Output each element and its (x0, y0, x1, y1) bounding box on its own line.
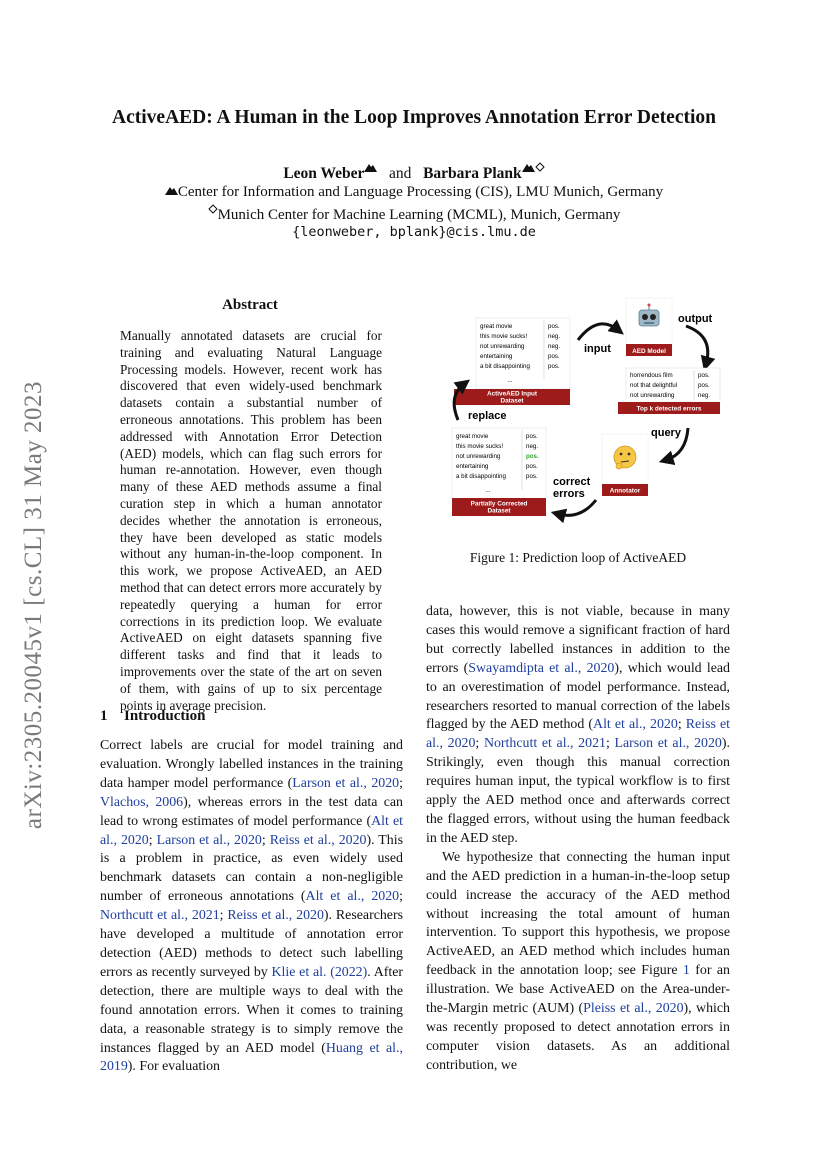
output-arrow-label: output (678, 313, 713, 325)
arxiv-identifier-text: arXiv:2305.20045v1 [cs.CL] 31 May 2023 (20, 380, 47, 830)
citation-link[interactable]: Alt et al., 2020 (100, 813, 403, 848)
mountain-icon (522, 162, 535, 172)
paragraph-text: ; (399, 775, 403, 791)
affiliation-2-text: Munich Center for Machine Learning (MCML), Munich, Germany (217, 207, 621, 223)
citation-link[interactable]: 1 (682, 963, 690, 979)
table-cell-text: not unrewarding (480, 343, 525, 350)
input-dataset-label-2: Dataset (500, 397, 524, 405)
intro-paragraph-2 (426, 603, 730, 849)
abstract-text: Manually annotated datasets are crucial for training and evaluating Natural Language Processing models. However, recent work has discovered that even widely-used benchmark datasets contain a substantial number of erroneous annotations. This problem has been addressed with Annotation Error Detection (AED) models, which can flag such errors for human re-annotation. However, even though many of these AED methods assume a final curation step in which a human annotator decides whether the annotation is erroneous, they have been developed as static models without any human-in-the-loop component. In this work, we propose ActiveAED, an AED method that can detect errors more accurately by repeatedly querying a human for error corrections in its prediction loop. We evaluate ActiveAED on eight datasets spanning five different tasks and find that it leads to improvements over the state of the art on seven of them, with gains of up to six percentage points in average precision. (120, 328, 382, 713)
citation-link[interactable]: Vlachos, 2006 (100, 794, 184, 810)
top-k-label: Top k detected errors (636, 405, 702, 413)
input-ellipsis: ... (507, 378, 513, 384)
abstract-heading: Abstract (222, 297, 278, 313)
paragraph-text: ; (399, 889, 403, 905)
table-cell-label: pos. (526, 453, 539, 460)
table-cell-label: neg. (526, 443, 539, 450)
paragraph-text: ; (261, 832, 270, 848)
citation-link[interactable]: Larson et al., 2020 (292, 775, 400, 791)
table-cell-text: entertaining (456, 463, 489, 470)
affiliation-2 (0, 204, 828, 224)
paragraph-text: ; (677, 717, 686, 733)
arxiv-identifier (14, 355, 54, 855)
table-cell-label: neg. (698, 392, 711, 399)
input-dataset-table (454, 318, 570, 405)
intro-paragraph-3 (426, 849, 730, 1076)
citation-link[interactable]: Alt et al., 2020 (305, 889, 400, 905)
author-separator: and (389, 165, 412, 182)
input-dataset-label-1: ActiveAED Input (486, 390, 538, 398)
diamond-icon (208, 204, 218, 214)
affiliation-1-text: Center for Information and Language Processing (CIS), LMU Munich, Germany (177, 184, 664, 200)
citation-link[interactable]: Larson et al., 2020 (614, 736, 722, 752)
table-cell-text: a bit disappointing (456, 473, 506, 480)
annotator-label: Annotator (609, 487, 641, 495)
paragraph-text: ; (219, 908, 228, 924)
paragraph-text: . After detection, there are multiple ways to deal with the found annotation errors. When it comes to training data, a reasonable strategy is to simply remove the instances flagged by an AED model ( (100, 964, 403, 1056)
author-1: Leon Weber (283, 165, 365, 182)
query-arrow-label: query (651, 427, 681, 439)
paragraph-text: ). Researchers have developed a multitude of annotation error detection (AED) methods to detect such labelling errors as recently surveyed by (100, 908, 403, 980)
citation-link[interactable]: Pleiss et al., 2020 (583, 1001, 684, 1017)
table-cell-label: pos. (698, 372, 710, 379)
table-cell-label: pos. (526, 463, 538, 470)
figure-caption: Figure 1: Prediction loop of ActiveAED (469, 550, 687, 565)
table-cell-label: neg. (548, 343, 561, 350)
table-cell-text: horrendous film (630, 372, 673, 379)
correct-errors-arrow (558, 500, 596, 515)
paragraph-text: ). This is a problem in practice, as even widely used benchmark datasets can contain a non-negligible number of erroneous annotations ( (100, 832, 403, 905)
table-cell-text: a bit disappointing (480, 363, 530, 370)
corrected-label-1: Partially Corrected (470, 500, 528, 508)
paragraph-text: We hypothesize that connecting the human input and the AED prediction in a human-in-the-loop setup could increase the accuracy of the AED method without increasing the total amount of human intervention. To support this hypothesis, we propose ActiveAED, an AED method which includes human feedback in the annotation loop; see Figure (426, 849, 730, 979)
aed-model-label: AED Model (632, 348, 666, 355)
table-cell-label: pos. (548, 363, 560, 370)
table-cell-text: not that delightful (630, 382, 678, 389)
paragraph-text: ; (605, 736, 615, 752)
author-email: {leonweber, bplank}@cis.lmu.de (292, 224, 536, 240)
table-cell-label: pos. (548, 323, 560, 330)
paragraph-text: ). Strikingly, even though this manual correction requires human input, the typical workflow is to first apply the AED method once and afterwards correct the flagged errors, without using the human feedback in the AED step. (426, 736, 730, 846)
citation-link[interactable]: Huang et al., 2019 (100, 1040, 403, 1075)
paragraph-text: ). For evaluation (127, 1059, 220, 1075)
paragraph-text: for an illustration. We base ActiveAED on the Area-under-the-Margin metric (AUM) ( (426, 963, 730, 1017)
mountain-icon (165, 185, 178, 195)
table-cell-label: pos. (526, 473, 538, 480)
aed-model-box (626, 298, 672, 356)
corrected-dataset-table (452, 428, 546, 516)
input-arrow-label: input (584, 343, 611, 355)
table-cell-text: not unrewarding (630, 392, 675, 399)
correct-errors-label-2: errors (553, 488, 585, 500)
output-arrow (686, 326, 708, 364)
figure-1-diagram (440, 292, 730, 524)
affiliation-1 (0, 184, 828, 201)
citation-link[interactable]: Klie et al. (2022) (271, 964, 368, 980)
section-title: Introduction (124, 708, 206, 724)
table-cell-text: this movie sucks! (456, 443, 504, 450)
corrected-label-2: Dataset (487, 507, 511, 515)
mountain-icon (364, 162, 377, 172)
citation-link[interactable]: Alt et al., 2020 (593, 717, 678, 733)
paragraph-text: ), which would lead to an overestimation of model performance. Instead, researchers resorted to manual correction of the labels flagged by the AED method ( (426, 660, 730, 733)
annotator-box (602, 434, 648, 496)
table-cell-label: pos. (526, 433, 538, 440)
paragraph-text: ), which was recently proposed to detect annotation errors in computer vision datasets. As an additional contribution, we (426, 1001, 730, 1073)
top-k-errors-table (618, 368, 720, 414)
paragraph-text: Correct labels are crucial for model training and evaluation. Wrongly labelled instances in the training data hamper model performance ( (100, 738, 403, 791)
replace-arrow-label: replace (468, 410, 507, 422)
correct-errors-label-1: correct (553, 476, 591, 488)
table-cell-text: great movie (456, 433, 489, 440)
citation-link[interactable]: Northcutt et al., 2021 (483, 736, 606, 752)
input-arrow (578, 324, 618, 340)
table-cell-label: pos. (548, 353, 560, 360)
table-cell-text: great movie (480, 323, 513, 330)
paragraph-text: data, however, this is not viable, because in many cases this would remove a significant fraction of hard but correctly labelled instances in addition to the errors ( (426, 604, 730, 676)
table-cell-label: neg. (548, 333, 561, 340)
citation-link[interactable]: Reiss et al., 2020 (227, 908, 324, 924)
table-cell-text: not unrewarding (456, 453, 501, 460)
table-cell-text: this movie sucks! (480, 333, 528, 340)
section-number: 1 (100, 708, 108, 724)
paper-title: ActiveAED: A Human in the Loop Improves Annotation Error Detection (112, 107, 716, 128)
corrected-ellipsis: ... (485, 488, 491, 494)
citation-link[interactable]: Northcutt et al., 2021 (100, 908, 220, 924)
intro-right-column (426, 603, 730, 1076)
author-2: Barbara Plank (423, 165, 522, 182)
section-heading (100, 708, 205, 725)
table-cell-text: entertaining (480, 353, 513, 360)
paragraph-text: ; (475, 736, 484, 752)
citation-link[interactable]: Swayamdipta et al., 2020 (468, 660, 615, 676)
author-line (0, 162, 828, 183)
citation-link[interactable]: Larson et al., 2020 (156, 832, 262, 848)
paragraph-text: ; (148, 832, 157, 848)
intro-paragraph-1 (100, 737, 403, 1077)
citation-link[interactable]: Reiss et al., 2020 (269, 832, 367, 848)
intro-left-column (100, 737, 403, 1077)
citation-link[interactable]: Reiss et al., 2020 (426, 717, 730, 752)
table-cell-label: pos. (698, 382, 710, 389)
paragraph-text: ), whereas errors in the test data can lead to wrong estimates of model performance ( (100, 794, 404, 829)
diamond-icon (535, 162, 545, 172)
